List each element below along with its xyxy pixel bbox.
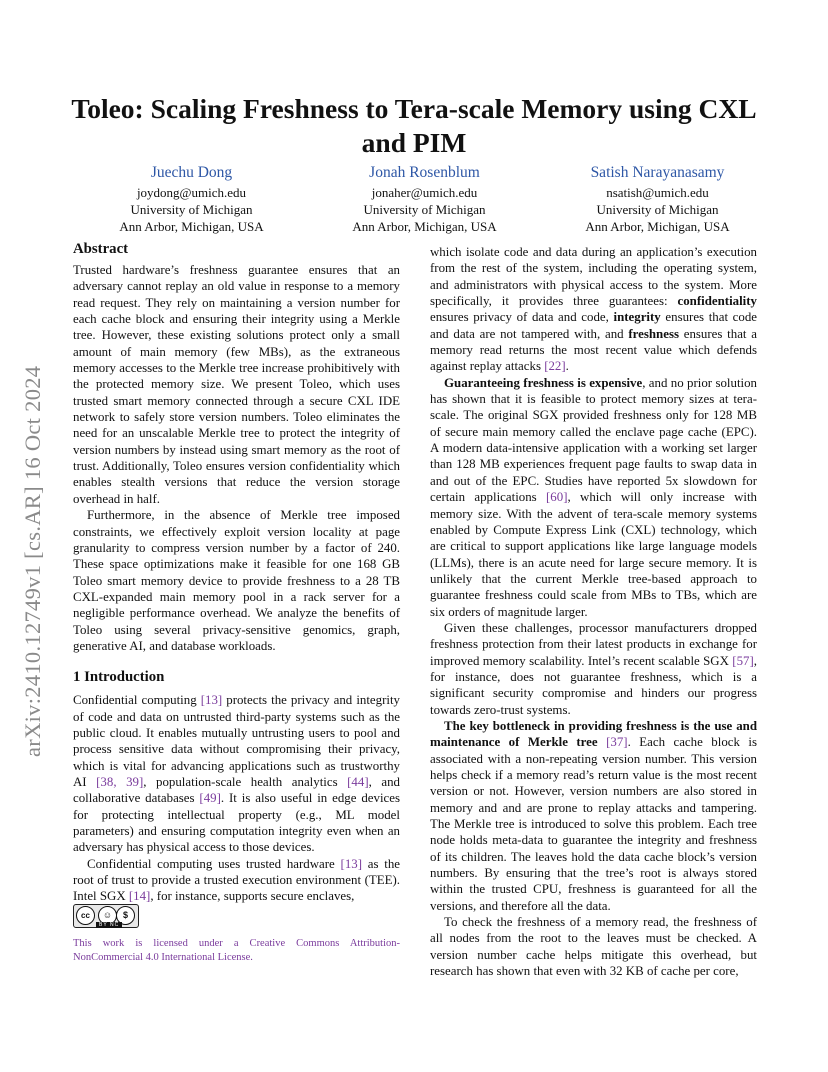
text-run: , which will only increase with memory size. With the advent of tera-scale memory systems enabled by Compute Express Link (CXL) technology, which are critical to support applications like large language models (LLMs), there is an acute need for large secure memory. It is unlikely that the current Merkle tree-based approach to guarantee freshness could scale from MBs to TBs, which are six orders of magnitude larger. xyxy=(430,490,757,619)
noncommercial-icon: $ xyxy=(116,906,135,925)
text-run: protects the privacy and integrity of code and data on untrusted third-party systems such as the public cloud. It enables mutually untrusting users to pool and process sensitive data without compromising their privacy, which is vital for advancing applications such as trustworthy AI xyxy=(73,693,400,789)
body-paragraph xyxy=(430,244,757,375)
text-run: Confidential computing xyxy=(73,693,201,708)
author-location: Ann Arbor, Michigan, USA xyxy=(352,219,497,234)
license-link[interactable]: This work is licensed under a Creative Commons Attribution-NonCommercial 4.0 International License. xyxy=(73,938,400,963)
text-run: which isolate code and data during an application’s execution from the rest of the system, including the operating system, and administrators with physical access to the system. More specifically, it provides three guarantees: xyxy=(430,245,757,309)
text-run: , and no prior solution has shown that it is feasible to protect memory sizes at tera-scale. The original SGX provided freshness only for 128 MB of secure main memory called the enclave page cache (EPC). A modern data-intensive application with a working set larger than 128 MB experiences frequent page faults to swap data in and out of the EPC. Studies have reported 5x slowdown for certain applications xyxy=(430,375,758,505)
text-run: , for instance, does not guarantee freshness, which is a significant security compromise and hinders our progress towards zero-trust systems. xyxy=(430,653,757,717)
text-run: Given these challenges, processor manufacturers dropped freshness protection from their latest products in exchange for improved memory scalability. Intel’s recent scalable SGX xyxy=(430,620,757,668)
paper-title: Toleo: Scaling Freshness to Tera-scale Memory using CXL and PIM xyxy=(71,93,757,158)
author-block xyxy=(308,163,541,235)
bold-phrase: Guaranteeing freshness is expensive xyxy=(444,375,643,390)
text-run: , population-scale health analytics xyxy=(143,774,348,789)
text-run: Confidential computing uses trusted hardware xyxy=(87,856,341,871)
bold-term: freshness xyxy=(628,326,679,341)
author-name[interactable]: Juechu Dong xyxy=(150,164,233,181)
text-run: ensures privacy of data and code, xyxy=(430,310,614,325)
body-paragraph: To check the freshness of a memory read, the freshness of all nodes from the root to the leaves must be checked. A version number cache helps mitigate this overhead, but research has shown that even with 32 KB of cache per core, xyxy=(430,915,757,979)
right-column xyxy=(430,244,757,979)
author-email: nsatish@umich.edu xyxy=(606,185,709,200)
author-affiliation: University of Michigan xyxy=(596,202,719,217)
author-location: Ann Arbor, Michigan, USA xyxy=(585,219,730,234)
bold-phrase: The key bottleneck in providing freshness is the use and maintenance of Merkle tree xyxy=(430,718,757,750)
citation-link[interactable]: [57] xyxy=(732,653,754,668)
citation-link[interactable]: [44] xyxy=(347,774,369,789)
citation-link[interactable]: [13] xyxy=(340,856,363,871)
text-run: ensures that code and data are not tampered with, and xyxy=(430,310,757,341)
abstract-paragraph-1: Trusted hardware’s freshness guarantee ensures that an adversary cannot replay an old value in response to a memory read request. They rely on maintaining a version number for each cache block and ensuring their integrity using a Merkle tree. However, these existing solutions protect only a small amount of main memory (few MBs), as the extraneous memory accesses to the Merkle tree increase prohibitively with the protected memory size. We present Toleo, which uses trusted smart memory connected through a secure CXL IDE network to safely store version numbers. Toleo eliminates the need for an unscalable Merkle tree to protect the integrity of version numbers by instead using smart memory as the root of trust. Additionally, Toleo ensures version confidentiality which enables stealth versions that reduce the version storage overhead in half. xyxy=(73,263,400,506)
text-run: . xyxy=(565,359,569,374)
text-run: , for instance, supports secure enclaves, xyxy=(150,889,355,904)
bold-term: confidentiality xyxy=(677,294,757,309)
author-list xyxy=(75,163,775,235)
arxiv-sidebar xyxy=(20,287,48,757)
body-paragraph xyxy=(430,718,757,914)
citation-link[interactable]: [13] xyxy=(200,693,223,708)
author-affiliation: University of Michigan xyxy=(363,202,486,217)
license-block xyxy=(73,904,400,965)
abstract-heading: Abstract xyxy=(73,241,129,257)
author-email: joydong@umich.edu xyxy=(136,185,247,200)
author-name[interactable]: Satish Narayanasamy xyxy=(590,164,725,181)
author-affiliation: University of Michigan xyxy=(130,202,253,217)
author-name[interactable]: Jonah Rosenblum xyxy=(369,164,480,181)
author-block xyxy=(541,163,774,235)
citation-link[interactable]: [38, 39] xyxy=(96,774,144,789)
author-block xyxy=(75,163,308,235)
cc-badge-caption: BY NC xyxy=(96,922,122,928)
intro-paragraph-2 xyxy=(73,856,400,905)
author-location: Ann Arbor, Michigan, USA xyxy=(119,219,264,234)
text-run: as the root of trust to provide a trusted execution environment (TEE). Intel SGX xyxy=(73,856,400,904)
text-run: ensures that a memory read returns the most recent value which defends against replay attacks xyxy=(430,326,757,374)
creative-commons-badge[interactable] xyxy=(73,904,139,928)
cc-icon: cc xyxy=(76,906,95,925)
introduction-heading: 1 Introduction xyxy=(73,669,165,686)
text-run: . Each cache block is associated with a non-repeating version number. This version helps check if a memory read’s return value is the most recent version or not. However, version numbers are also stored in memory and and are prone to replay attacks and tampering. The Merkle tree is introduced to solve this problem. Each tree node holds meta-data to guarantee the integrity and freshness of its children. The leaves hold the data cache block’s version numbers. By ensuring that the tree’s root is always stored within the trusted CPU, freshness is guaranteed for all the versions, and therefore all the data. xyxy=(430,735,757,913)
body-paragraph xyxy=(430,620,757,718)
text-run xyxy=(598,735,606,749)
left-column xyxy=(73,240,400,905)
body-paragraph xyxy=(430,375,757,620)
author-email: jonaher@umich.edu xyxy=(371,185,478,200)
text-run: , and collaborative databases xyxy=(73,774,400,806)
arxiv-identifier: arXiv:2410.12749v1 [cs.AR] 16 Oct 2024 xyxy=(20,365,45,757)
bold-term: integrity xyxy=(613,310,661,325)
citation-link[interactable]: [49] xyxy=(199,791,221,806)
abstract-paragraph-2: Furthermore, in the absence of Merkle tree imposed constraints, we effectively exploit version locality at page granularity to compress version number by a factor of 240. These space optimizations make it feasible for one 168 GB Toleo smart memory device to provide freshness to a 28 TB CXL-expanded main memory pool in a rack server for a negligible performance overhead. We analyze the benefits of Toleo using several privacy-sensitive genomics, graph, generative AI, and database workloads. xyxy=(73,508,400,653)
intro-paragraph-1 xyxy=(73,692,400,855)
citation-link[interactable]: [22] xyxy=(544,359,566,374)
citation-link[interactable]: [37] xyxy=(606,735,628,750)
attribution-icon: ☺ xyxy=(98,906,117,925)
citation-link[interactable]: [60] xyxy=(546,490,568,505)
citation-link[interactable]: [14] xyxy=(128,889,151,904)
text-run: . It is also useful in edge devices for protecting intellectual property (e.g., ML model parameters) and ensuring computation integrity even when an adversary has physical access to those devices. xyxy=(73,791,400,855)
